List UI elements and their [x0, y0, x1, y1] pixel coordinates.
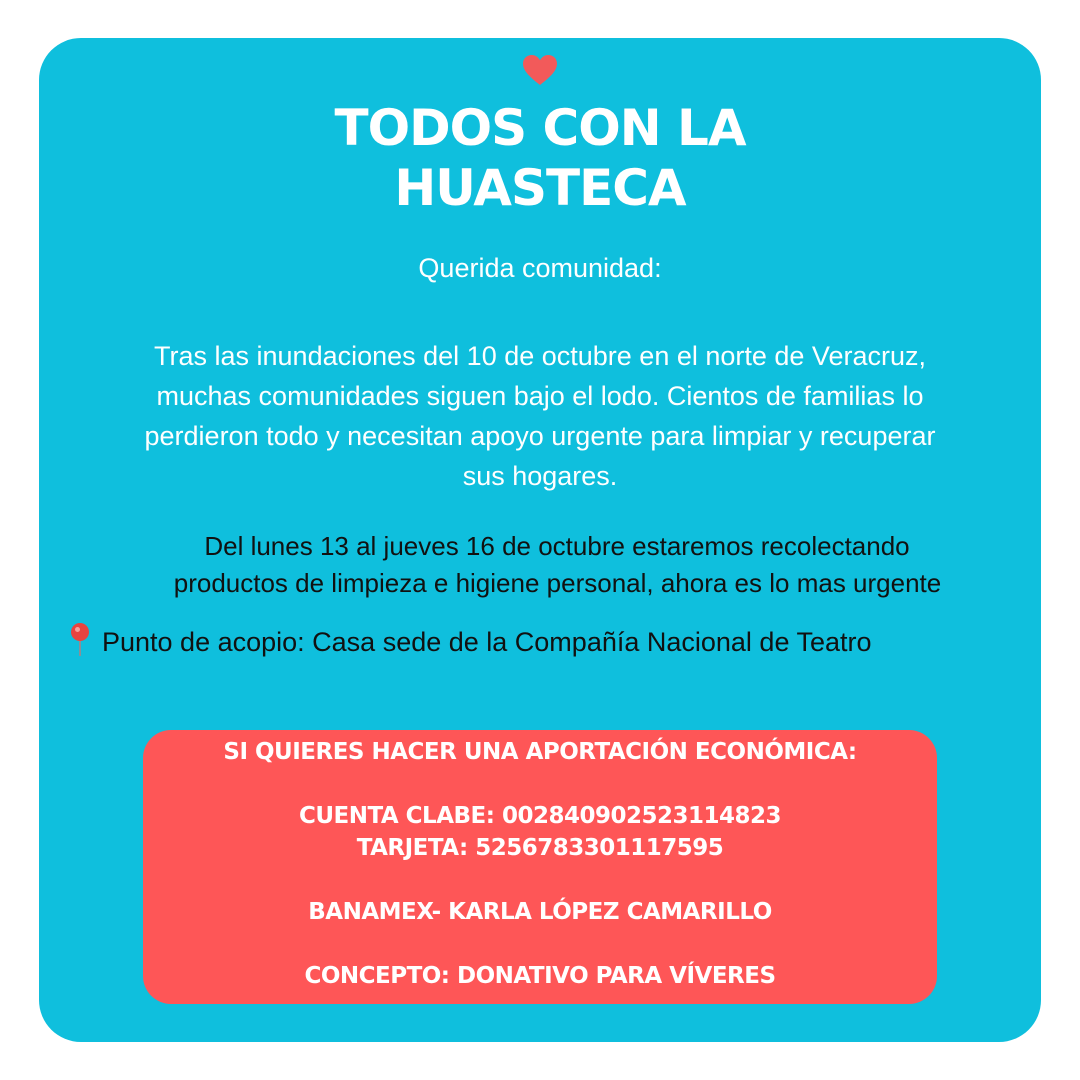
heart-icon	[522, 54, 558, 86]
title-line: HUASTECA	[394, 159, 686, 217]
card-number: TARJETA: 5256783301117595	[356, 835, 724, 861]
paragraph-line: muchas comunidades siguen bajo el lodo. Cientos de familias lo	[156, 381, 924, 411]
title-line: TODOS CON LA	[334, 99, 746, 157]
donation-box	[143, 730, 937, 1004]
paragraph-line: perdieron todo y necesitan apoyo urgente para limpiar y recuperar	[144, 421, 936, 451]
collection-dates	[0, 528, 1080, 602]
donation-concept: CONCEPTO: DONATIVO PARA VÍVERES	[304, 963, 776, 989]
collection-point-text: Punto de acopio: Casa sede de la Compañía Nacional de Teatro	[102, 627, 872, 657]
collection-line: productos de limpieza e higiene personal, ahora es lo mas urgente	[173, 568, 942, 598]
pushpin-icon	[66, 623, 94, 657]
paragraph-line: sus hogares.	[462, 461, 618, 491]
paragraph-line: Tras las inundaciones del 10 de octubre en el norte de Veracruz,	[154, 341, 926, 371]
donation-heading: SI QUIERES HACER UNA APORTACIÓN ECONÓMICA:	[223, 739, 857, 765]
collection-line: Del lunes 13 al jueves 16 de octubre estaremos recolectando	[204, 531, 910, 561]
page-title	[0, 98, 1080, 218]
situation-paragraph	[0, 336, 1080, 496]
clabe-account: CUENTA CLABE: 002840902523114823	[298, 803, 782, 829]
greeting: Querida comunidad:	[418, 253, 662, 283]
collection-point	[66, 622, 1066, 662]
bank-holder: BANAMEX- KARLA LÓPEZ CAMARILLO	[308, 899, 772, 925]
